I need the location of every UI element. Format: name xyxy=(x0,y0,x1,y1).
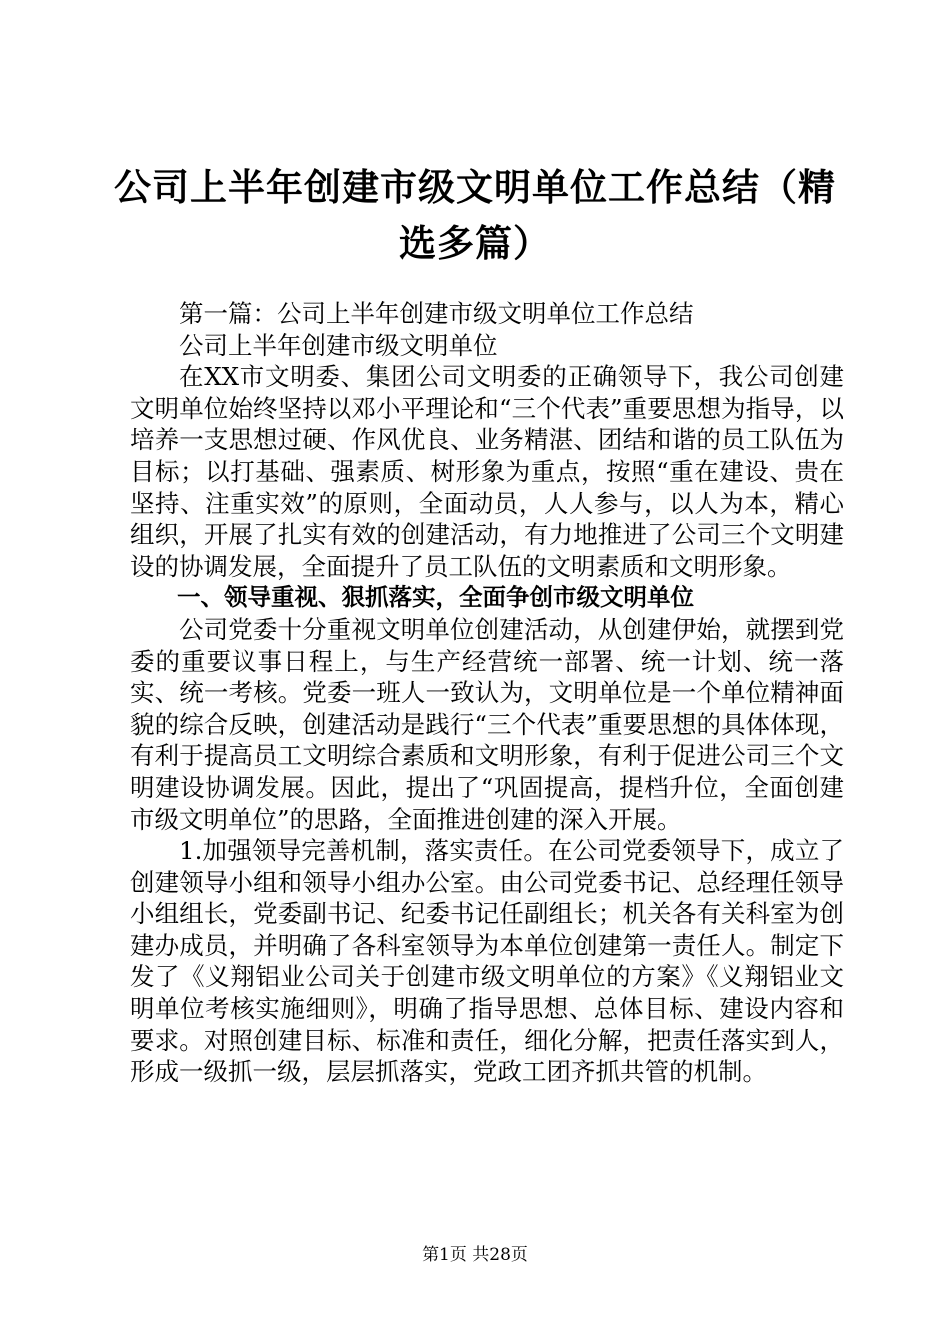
body-paragraph: 公司党委十分重视文明单位创建活动，从创建伊始，就摆到党委的重要议事日程上，与生产经营统一部署、统一计划、统一落实、统一考核。党委一班人一致认为，文明单位是一个单位精神面貌的综合反映，创建活动是践行“三个代表”重要思想的具体体现，有利于提高员工文明综合素质和文明形象，有利于促进公司三个文明建设协调发展。因此，提出了“巩固提高，提档升位，全面创建市级文明单位”的思路，全面推进创建的深入开展。 xyxy=(130,614,844,834)
body-paragraph: 1.加强领导完善机制，落实责任。在公司党委领导下，成立了创建领导小组和领导小组办公室。由公司党委书记、总经理任领导小组组长，党委副书记、纪委书记任副组长；机关各有关科室为创建办成员，并明确了各科室领导为本单位创建第一责任人。制定下发了《义翔铝业公司关于创建市级文明单位的方案》《义翔铝业文明单位考核实施细则》，明确了指导思想、总体目标、建设内容和要求。对照创建目标、标准和责任，细化分解，把责任落实到人，形成一级抓一级，层层抓落实，党政工团齐抓共管的机制。 xyxy=(130,836,844,1087)
body-paragraph: 在XX市文明委、集团公司文明委的正确领导下，我公司创建文明单位始终坚持以邓小平理论和“三个代表”重要思想为指导，以培养一支思想过硬、作风优良、业务精湛、团结和谐的员工队伍为目标；以打基础、强素质、树形象为重点，按照“重在建设、贵在坚持、注重实效”的原则，全面动员，人人参与，以人为本，精心组织，开展了扎实有效的创建活动，有力地推进了公司三个文明建设的协调发展，全面提升了员工队伍的文明素质和文明形象。 xyxy=(130,362,844,581)
document-body xyxy=(130,298,844,1088)
section-heading: 一、领导重视、狠抓落实，全面争创市级文明单位 xyxy=(177,583,694,612)
document-title: 公司上半年创建市级文明单位工作总结（精选多篇） xyxy=(114,166,836,265)
chapter-heading: 第一篇：公司上半年创建市级文明单位工作总结 xyxy=(179,299,694,328)
subtitle-line: 公司上半年创建市级文明单位 xyxy=(179,330,498,360)
page-footer: 第1页 共28页 xyxy=(422,1245,528,1265)
